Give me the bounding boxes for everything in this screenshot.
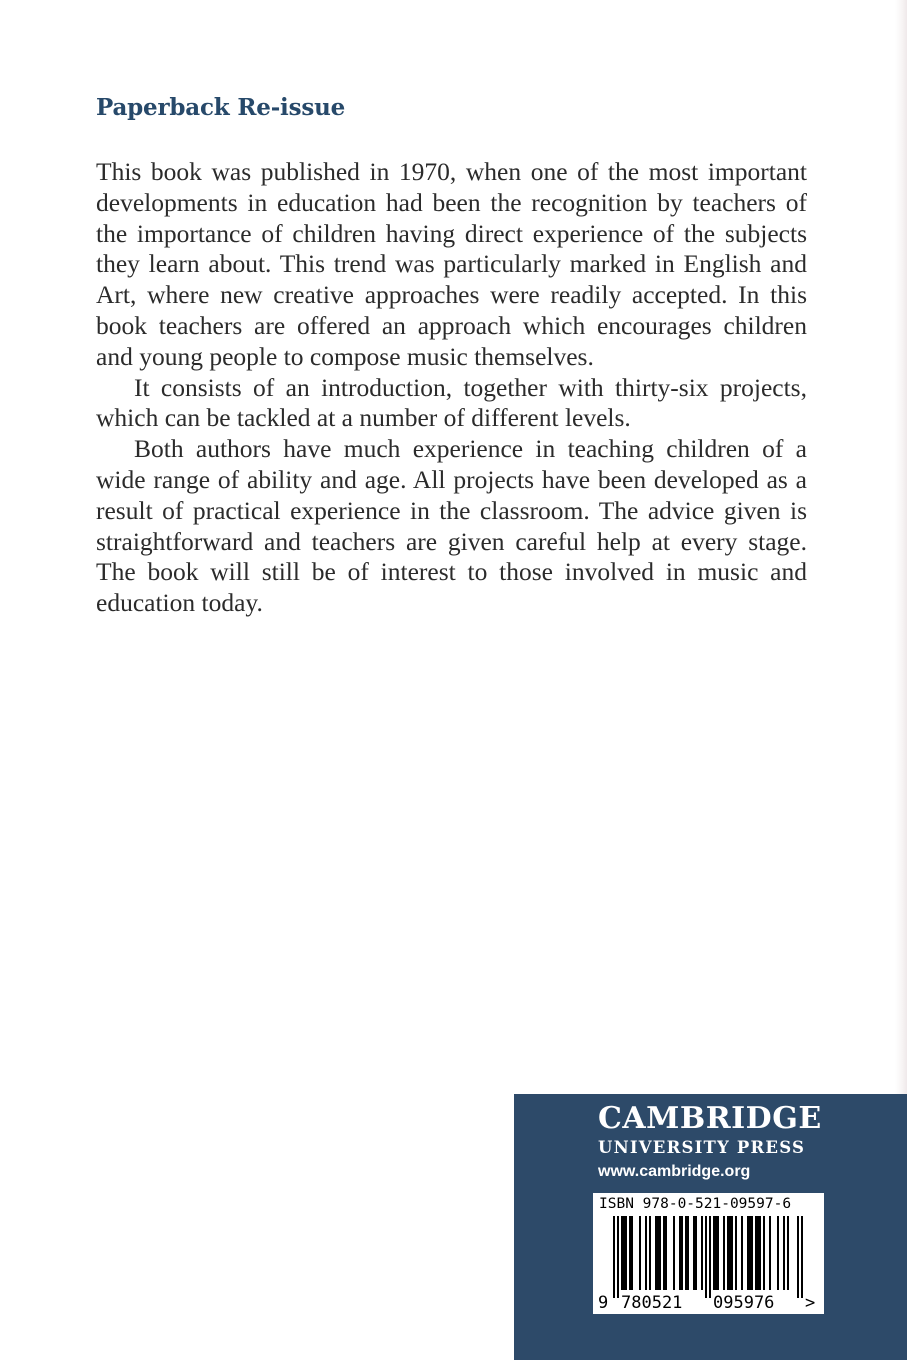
publisher-logo-name: CAMBRIDGE bbox=[598, 1101, 822, 1136]
barcode-bar bbox=[659, 1216, 661, 1290]
barcode-bar bbox=[681, 1216, 683, 1290]
barcode-bar bbox=[705, 1216, 707, 1298]
barcode-bar bbox=[801, 1216, 803, 1298]
heading: Paperback Re-issue bbox=[96, 94, 346, 121]
barcode-bar bbox=[613, 1216, 615, 1298]
barcode-bar bbox=[639, 1216, 641, 1290]
barcode-bar bbox=[731, 1216, 733, 1290]
barcode-bar bbox=[649, 1216, 651, 1290]
barcode-bar bbox=[673, 1216, 675, 1290]
barcode-bar bbox=[655, 1216, 657, 1290]
barcode-bar bbox=[777, 1216, 779, 1290]
barcode-bar bbox=[751, 1216, 753, 1290]
barcode-box bbox=[593, 1193, 824, 1314]
barcode-bar bbox=[621, 1216, 623, 1290]
isbn-label: ISBN 978-0-521-09597-6 bbox=[599, 1196, 792, 1212]
barcode-digits-left: 780521 bbox=[621, 1293, 683, 1313]
barcode-digits-right: 095976 bbox=[713, 1293, 775, 1313]
barcode-bar bbox=[631, 1216, 633, 1290]
barcode-bar bbox=[723, 1216, 725, 1290]
barcode-bar bbox=[769, 1216, 771, 1290]
barcode-bar bbox=[693, 1216, 695, 1290]
barcode-bar bbox=[687, 1216, 689, 1290]
barcode-bar bbox=[625, 1216, 627, 1290]
barcode-bar bbox=[617, 1216, 619, 1298]
barcode-bar bbox=[685, 1216, 687, 1290]
blurb-paragraph-2: It consists of an introduction, together with thirty-six projects, which can be tackled at a number of different levels. bbox=[96, 372, 807, 433]
barcode-bar bbox=[679, 1216, 681, 1290]
blurb-paragraph-3: Both authors have much experience in teaching children of a wide range of ability and age. All projects have been developed as a result of practical experience in the classroom. The advice given is straightforward and teachers are given careful help at every stage. The book will still be of interest to those involved in music and education today. bbox=[96, 434, 807, 618]
barcode-bar bbox=[645, 1216, 647, 1290]
barcode-bar bbox=[797, 1216, 799, 1298]
barcode-bar bbox=[783, 1216, 785, 1290]
barcode-bar bbox=[701, 1216, 703, 1290]
barcode-bar bbox=[713, 1216, 715, 1290]
barcode-bar bbox=[709, 1216, 711, 1298]
barcode-bar bbox=[695, 1216, 697, 1290]
barcode-bar bbox=[663, 1216, 665, 1290]
barcode-digit-lead: 9 bbox=[598, 1293, 609, 1313]
barcode-bar bbox=[715, 1216, 717, 1290]
barcode-bar bbox=[623, 1216, 625, 1290]
publisher-website: www.cambridge.org bbox=[598, 1163, 751, 1180]
barcode-bar bbox=[755, 1216, 757, 1290]
barcode-bar bbox=[727, 1216, 729, 1290]
barcode-bar bbox=[749, 1216, 751, 1290]
barcode-bar bbox=[629, 1216, 631, 1290]
publisher-logo-subtitle: UNIVERSITY PRESS bbox=[598, 1138, 806, 1157]
barcode-bar bbox=[729, 1216, 731, 1290]
barcode-bar bbox=[741, 1216, 743, 1290]
barcode-bar bbox=[717, 1216, 719, 1290]
barcode-bar bbox=[763, 1216, 765, 1290]
barcode-bar bbox=[759, 1216, 761, 1290]
barcode-bar bbox=[665, 1216, 667, 1290]
barcode-bar bbox=[747, 1216, 749, 1290]
barcode-quiet-zone-marker: > bbox=[805, 1293, 816, 1313]
blurb-paragraph-1: This book was published in 1970, when one of the most important developments in education had been the recognition by teachers of the importance of children having direct experience of the subjects they learn about. This trend was particularly marked in English and Art, where new creative approaches were readily accepted. In this book teachers are offered an approach which encourages children and young people to compose music themselves. bbox=[96, 157, 807, 371]
barcode-bar bbox=[657, 1216, 659, 1290]
barcode-bar bbox=[735, 1216, 737, 1290]
blurb bbox=[96, 157, 807, 619]
barcode-bar bbox=[787, 1216, 789, 1290]
barcode-bar bbox=[757, 1216, 759, 1290]
